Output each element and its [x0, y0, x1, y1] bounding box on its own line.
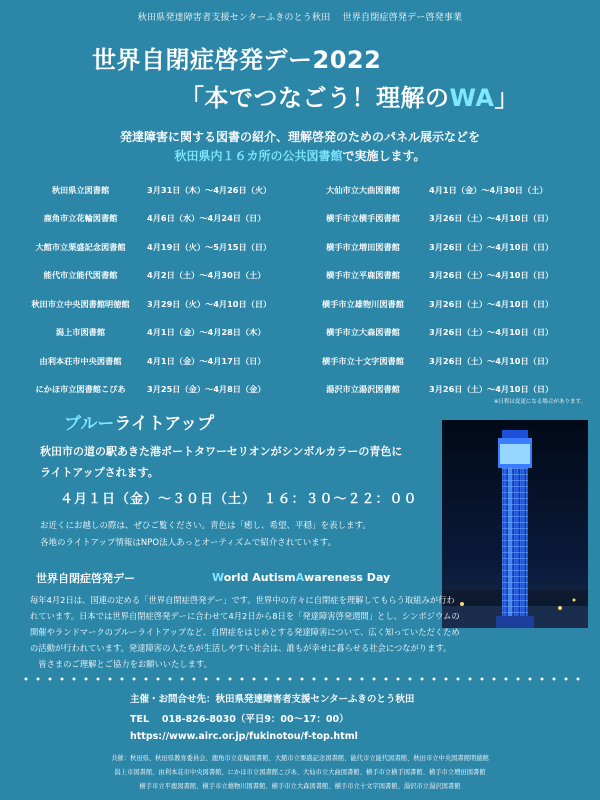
library-row [18, 233, 588, 262]
library-row [18, 176, 588, 205]
library-dates: 3月26日（土）～4月10日（日） [429, 213, 554, 224]
organizer-line: 秋田県発達障害者支援センターふきのとう秋田 世界自閉症啓発デー啓発事業 [137, 13, 463, 23]
library-dates: 3月26日（土）～4月10日（日） [429, 327, 554, 338]
library-dates: 3月25日（金）～4月8日（金） [147, 384, 266, 395]
library-name: にかほ市立図書館こぴあ [35, 384, 126, 395]
library-name: 能代市立能代図書館 [43, 270, 118, 281]
library-dates: 3月26日（土）～4月10日（日） [429, 384, 554, 395]
library-dates: 3月26日（土）～4月10日（日） [429, 270, 554, 281]
library-name: 横手市立横手図書館 [326, 213, 400, 224]
library-name: 横手市立増田図書館 [326, 241, 400, 252]
lightup-heading-blue: ブルー [64, 414, 115, 434]
library-name: 横手市立雄物川図書館 [322, 298, 404, 309]
page-subtitle [180, 78, 519, 113]
library-dates: 4月19日（火）～5月15日（日） [147, 241, 272, 252]
library-name: 湯沢市立湯沢図書館 [326, 384, 400, 395]
wad-en-part2: wareness Day [304, 571, 391, 584]
library-row [18, 319, 588, 348]
library-name: 秋田県立図書館 [51, 184, 110, 195]
cosponsor-line: 共催：秋田県、秋田県教育委員会、鹿角市立花輪図書館、大館市立栗盛記念図書館、能代市立能代図書館、秋田市立中央図書館明徳館 [111, 755, 489, 762]
wad-en-w: W [212, 571, 224, 584]
library-dates: 3月29日（火）～4月10日（日） [147, 298, 272, 309]
lightup-date: ４月１日（金）～３０日（土） １６：３０～２２：００ [60, 492, 418, 507]
lightup-line-2: ライトアップされます。 [40, 466, 159, 479]
intro-highlight: 秋田県内１６カ所の公共図書館 [174, 149, 343, 163]
contact-organizer: 主催・お問合せ先：秋田県発達障害者支援センターふきのとう秋田 [130, 694, 415, 705]
library-dates: 3月26日（土）～4月10日（日） [429, 355, 554, 366]
wad-line: の活動が行われています。発達障害の人たちが生活しやすい社会は、誰もが幸せに暮らせる社会につながります。 [30, 643, 452, 653]
wad-english-title [212, 571, 390, 584]
wad-en-a: A [295, 571, 305, 584]
library-name: 潟上市図書館 [55, 327, 106, 338]
lightup-paragraph-1: お近くにお越しの際は、ぜひご覧ください。青色は「癒し、希望、平穏」を表します。 [40, 521, 371, 531]
library-name: 秋田市立中央図書館明徳館 [31, 298, 130, 309]
library-dates: 4月2日（土）～4月30日（土） [147, 270, 266, 281]
subtitle-suffix: 」 [494, 84, 519, 112]
library-name: 由利本荘市中央図書館 [39, 355, 122, 366]
library-row [18, 290, 588, 319]
intro-line-1: 発達障害に関する図書の紹介、理解啓発のためのパネル展示などを [119, 130, 480, 144]
library-row [18, 262, 588, 291]
library-dates: 3月31日（木）～4月26日（火） [147, 184, 272, 195]
subtitle-wa: WA [449, 84, 495, 112]
intro-rest: で実施します。 [342, 149, 426, 163]
intro-line-2 [0, 147, 600, 164]
cosponsor-line: 潟上市図書館、由利本荘市中央図書館、にかほ市立図書館こぴあ、大仙市立大曲図書館、横手市立横手図書館、横手市立増田図書館 [114, 769, 486, 776]
library-dates: 4月6日（水）～4月24日（日） [147, 213, 266, 224]
wad-description [30, 592, 560, 672]
wad-line: 皆さまのご理解とご協力をお願いいたします。 [30, 659, 212, 669]
library-dates: 4月1日（金）～4月30日（土） [429, 184, 548, 195]
lightup-heading-rest: ライトアップ [114, 414, 215, 434]
wad-en-part1: orld [223, 571, 253, 584]
wad-line: 毎年4月2日は、国連の定める「世界自閉症啓発デー」です。世界中の方々に自閉症を理解してもらう取組みが行わ [30, 595, 455, 605]
page-title: 世界自閉症啓発デー2022 [92, 46, 382, 74]
library-row [18, 347, 588, 376]
library-schedule-table [18, 176, 588, 404]
library-row [18, 205, 588, 234]
dotted-divider [20, 676, 580, 682]
library-name: 鹿角市立花輪図書館 [43, 213, 118, 224]
library-dates: 3月26日（土）～4月10日（日） [429, 241, 554, 252]
library-dates: 4月1日（金）～4月17日（日） [147, 355, 266, 366]
subtitle-prefix: 「本でつなごう！理解の [180, 84, 450, 112]
library-name: 横手市立大森図書館 [326, 327, 400, 338]
lightup-heading [64, 409, 214, 434]
cosponsor-line: 横手市立平鹿図書館、横手市立雄物川図書館、横手市立大森図書館、横手市立十文字図書館、湯沢市立湯沢図書館 [139, 783, 461, 790]
library-name: 大館市立栗盛記念図書館 [35, 241, 126, 252]
wad-en-autism: Autism [252, 571, 296, 584]
cosponsors-list [0, 752, 600, 794]
lightup-line-1: 秋田市の道の駅あきた港ポートタワーセリオンがシンボルカラーの青色に [40, 445, 403, 458]
library-name: 横手市立平鹿図書館 [326, 270, 400, 281]
wad-heading: 世界自閉症啓発デー [36, 572, 135, 585]
schedule-note: ※日程は変更になる場合があります。 [493, 399, 586, 405]
library-dates: 4月1日（金）～4月28日（木） [147, 327, 266, 338]
library-dates: 3月26日（土）～4月10日（日） [429, 298, 554, 309]
contact-url[interactable]: https://www.airc.or.jp/fukinotou/f-top.html [130, 731, 358, 742]
wad-line: れています。日本では世界自閉症啓発デーに合わせて4月2日から8日を「発達障害啓発週間」とし、シンポジウムの [30, 611, 460, 621]
library-name: 横手市立十文字図書館 [322, 355, 404, 366]
lightup-paragraph-2: 各地のライトアップ情報はNPO法人あっとオーティズムで紹介されています。 [40, 538, 337, 548]
wad-line: 開催やランドマークのブルーライトアップなど、自閉症をはじめとする発達障害について、広く知っていただくため [30, 627, 460, 637]
library-name: 大仙市立大曲図書館 [326, 184, 400, 195]
contact-tel: TEL 018-826-8030（平日9：00～17：00） [130, 714, 349, 725]
